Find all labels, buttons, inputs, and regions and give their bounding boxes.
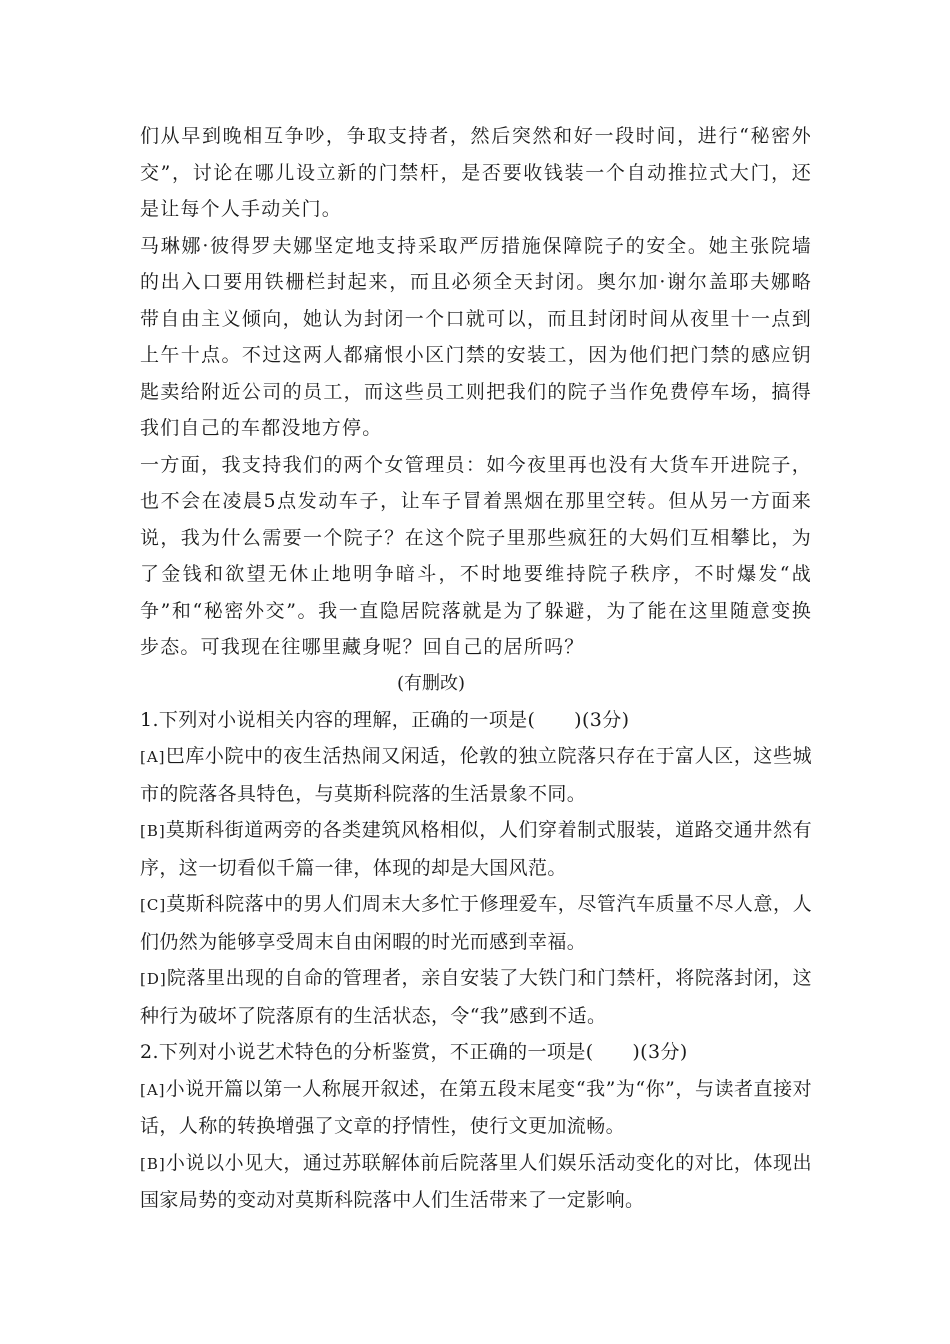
option-text: 小说以小见大，通过苏联解体前后院落里人们娱乐活动变化的对比，体现出国家局势的变动对莫斯科院落中人们生活带来了一定影响。 [140, 1151, 812, 1211]
option-letter: [B] [140, 822, 166, 840]
question-2-stem: 2.下列对小说艺术特色的分析鉴赏，不正确的一项是( )(3分) [140, 1041, 688, 1063]
question-1-option-c [140, 886, 812, 960]
option-letter: [A] [140, 748, 166, 766]
option-text: 院落里出现的自命的管理者，亲自安装了大铁门和门禁杆，将院落封闭，这种行为破坏了院落原有的生活状态，令“我”感到不适。 [140, 967, 812, 1027]
passage-paragraph-3: 一方面，我支持我们的两个女管理员：如今夜里再也没有大货车开进院子，也不会在凌晨5点发动车子，让车子冒着黑烟在那里空转。但从另一方面来说，我为什么需要一个院子？在这个院子里那些疯狂的大妈们互相攀比，为了金钱和欲望无休止地明争暗斗，不时地要维持院子秩序，不时爆发“战争”和“秘密外交”。我一直隐居院落就是为了躲避，为了能在这里随意变换步态。可我现在往哪里藏身呢？回自己的居所吗？ [140, 453, 812, 658]
option-letter: [C] [140, 896, 167, 914]
option-letter: [A] [140, 1080, 166, 1099]
question-1-option-a [140, 738, 812, 812]
question-1-option-d [140, 960, 812, 1034]
option-text: 莫斯科街道两旁的各类建筑风格相似，人们穿着制式服装，道路交通井然有序，这一切看似千篇一律，体现的却是大国风范。 [140, 819, 812, 879]
document-content [140, 118, 812, 1219]
edit-note: (有删改) [396, 672, 466, 694]
passage-paragraph-2: 马琳娜·彼得罗夫娜坚定地支持采取严厉措施保障院子的安全。她主张院墙的出入口要用铁栅栏封起来，而且必须全天封闭。奥尔加·谢尔盖耶夫娜略带自由主义倾向，她认为封闭一个口就可以，而且封闭时间从夜里十一点到上午十点。不过这两人都痛恨小区门禁的安装工，因为他们把门禁的感应钥匙卖给附近公司的员工，而这些员工则把我们的院子当作免费停车场，搞得我们自己的车都没地方停。 [140, 234, 812, 439]
question-1-option-b [140, 812, 812, 886]
option-letter: [B] [140, 1154, 166, 1173]
question-2-option-b [140, 1145, 812, 1219]
option-text: 小说开篇以第一人称展开叙述，在第五段末尾变“我”为“你”，与读者直接对话，人称的转换增强了文章的抒情性，使行文更加流畅。 [140, 1077, 812, 1137]
question-2-option-a [140, 1071, 812, 1145]
option-text: 莫斯科院落中的男人们周末大多忙于修理爱车，尽管汽车质量不尽人意，人们仍然为能够享受周末自由闲暇的时光而感到幸福。 [140, 893, 812, 953]
question-1-stem: 1.下列对小说相关内容的理解，正确的一项是( )(3分) [140, 708, 630, 731]
option-letter: [D] [140, 970, 167, 988]
passage-paragraph-1: 们从早到晚相互争吵，争取支持者，然后突然和好一段时间，进行“秘密外交”，讨论在哪儿设立新的门禁杆，是否要收钱装一个自动推拉式大门，还是让每个人手动关门。 [140, 125, 812, 220]
option-text: 巴库小院中的夜生活热闹又闲适，伦敦的独立院落只存在于富人区，这些城市的院落各具特色，与莫斯科院落的生活景象不同。 [140, 745, 812, 805]
